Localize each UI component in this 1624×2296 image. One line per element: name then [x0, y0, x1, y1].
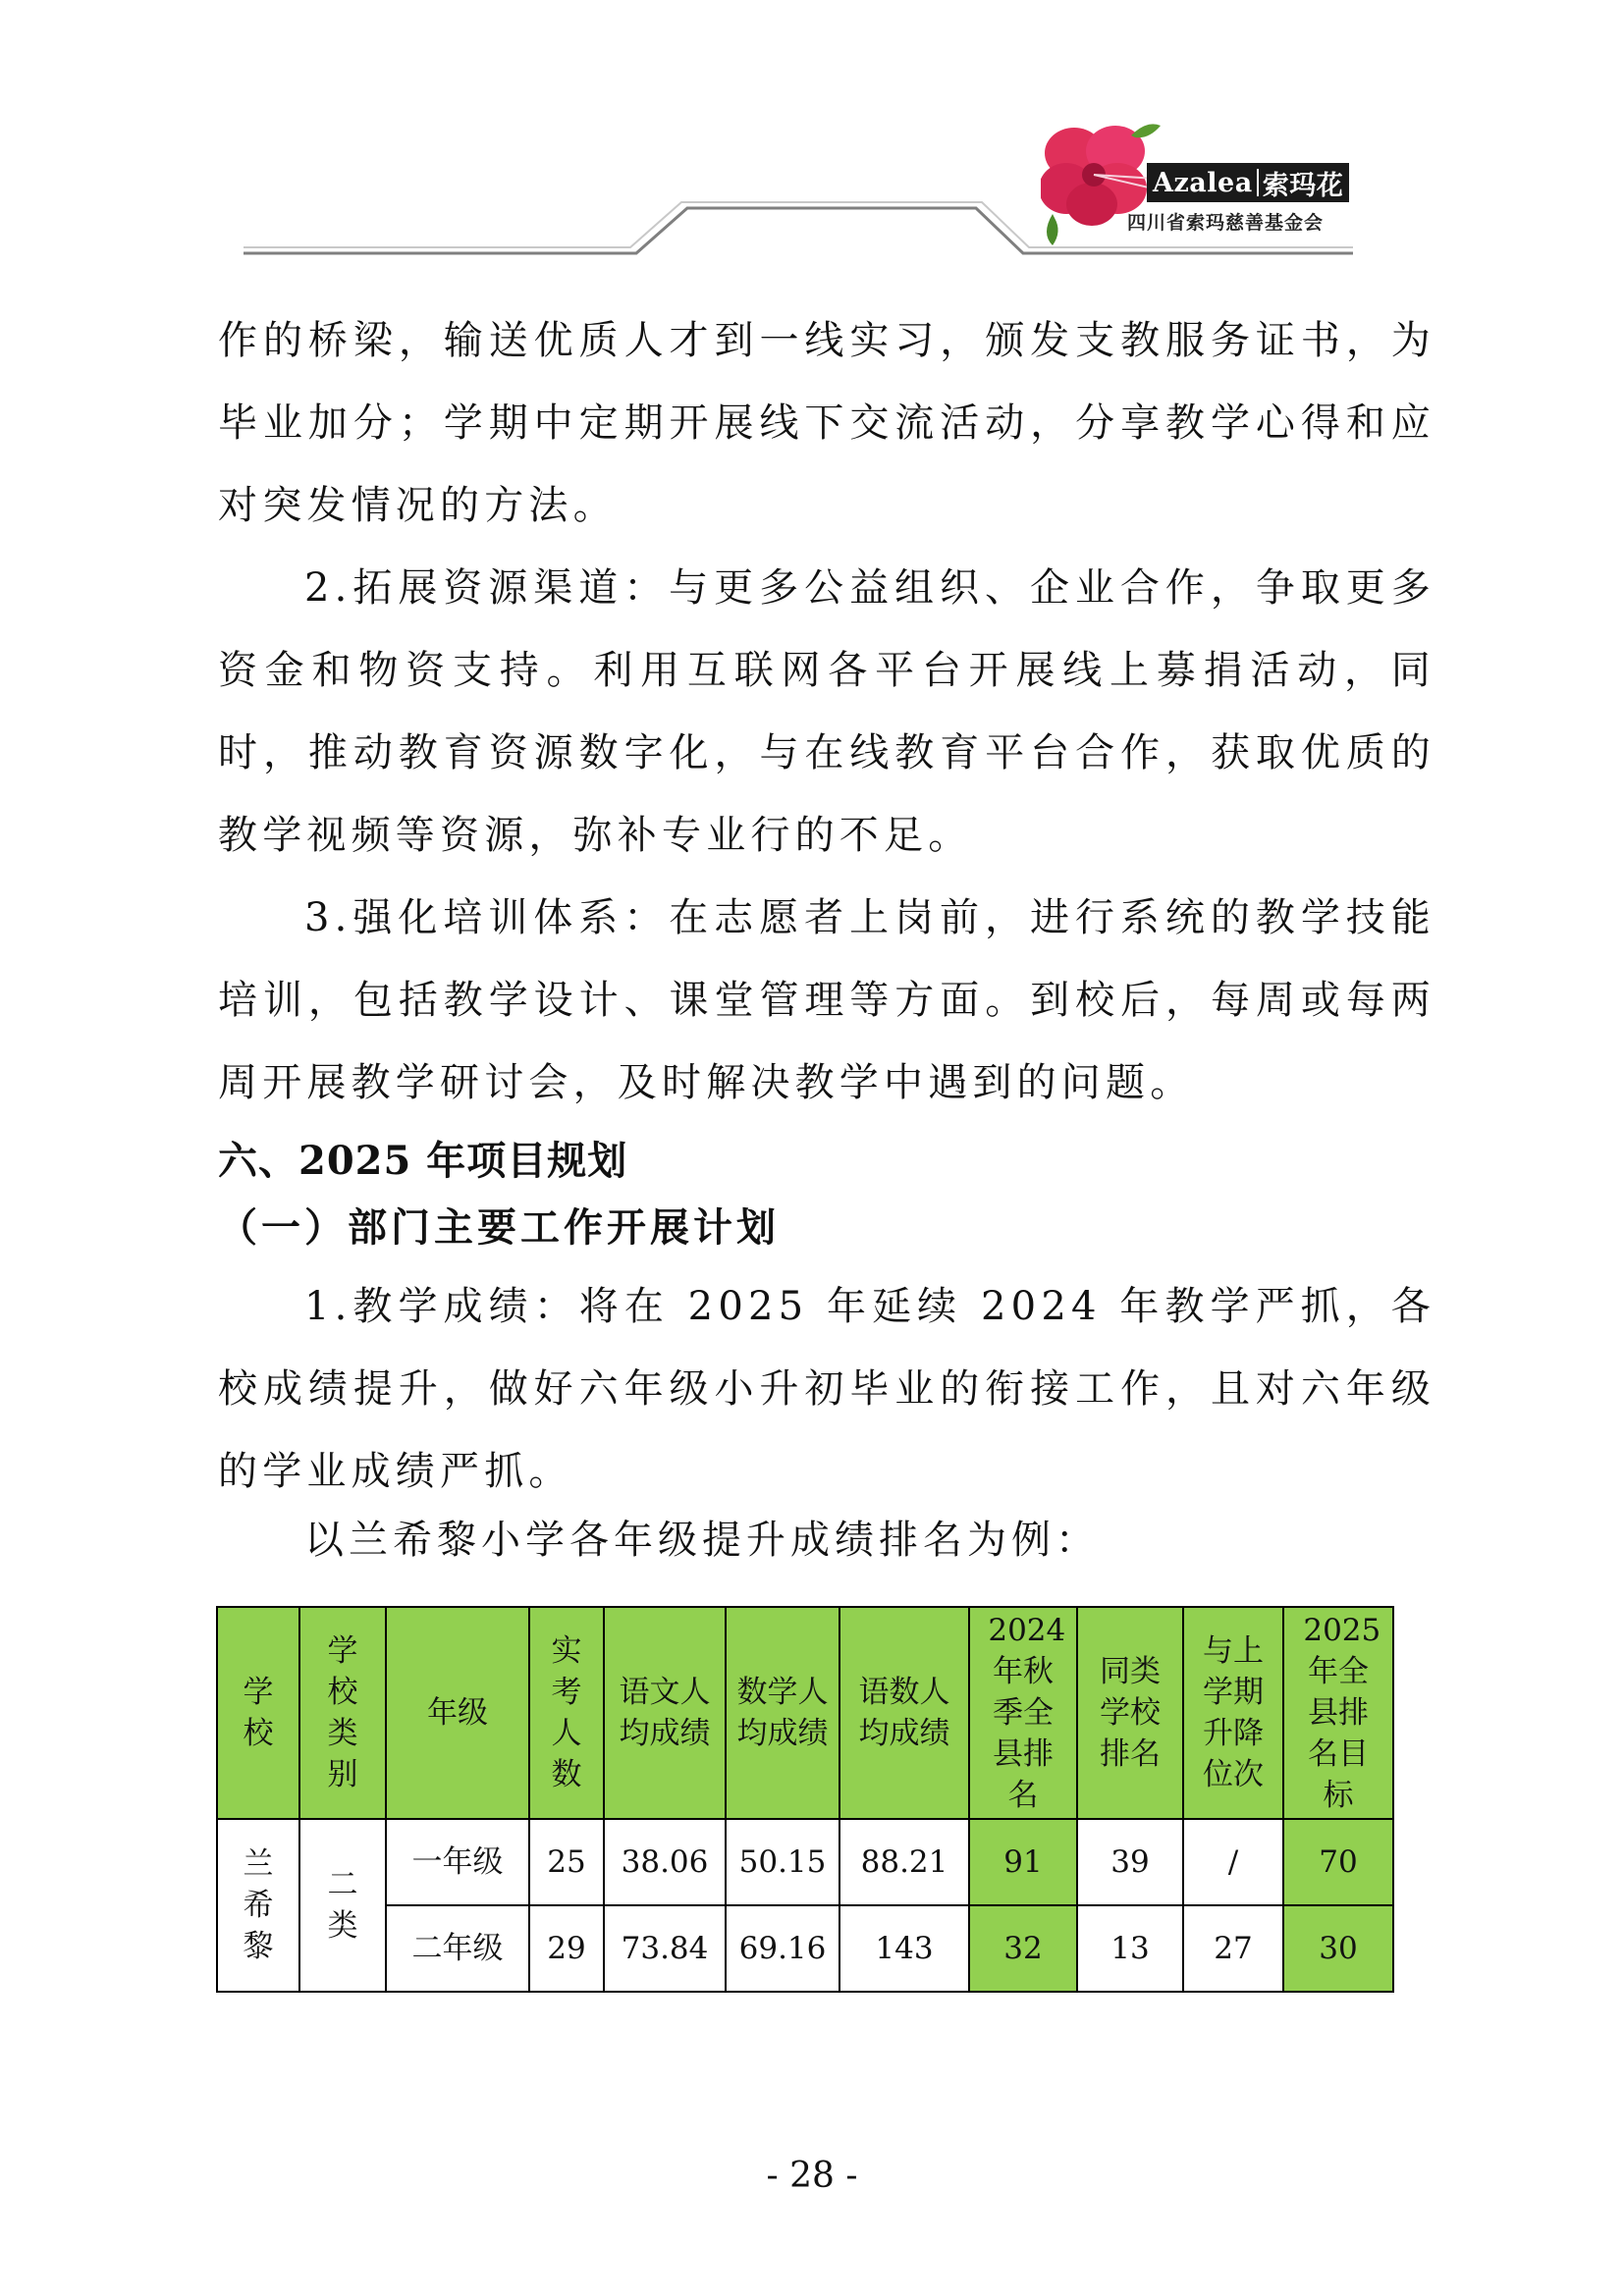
- rank-change-cell: /: [1183, 1819, 1283, 1905]
- header-cell: 同类学校排名: [1077, 1607, 1183, 1819]
- chinese-avg-cell: 38.06: [604, 1819, 726, 1905]
- count-cell: 29: [529, 1905, 604, 1992]
- table-row: [217, 1905, 1393, 1992]
- header-cell: 语文人均成绩: [604, 1607, 726, 1819]
- paragraph-expand-resources: 2.拓展资源渠道：与更多公益组织、企业合作，争取更多资金和物资支持。利用互联网各平台开展线上募捐活动，同时，推动教育资源数字化，与在线教育平台合作，获取优质的教学视频等资源，弥补专业行的不足。: [218, 565, 1435, 858]
- header-divider-line: [0, 0, 1624, 265]
- header-cell: 2025年全县排名目标: [1283, 1607, 1393, 1819]
- county-rank-cell: 32: [969, 1905, 1077, 1992]
- header-cell: 数学人均成绩: [726, 1607, 839, 1819]
- combined-avg-cell: 88.21: [839, 1819, 969, 1905]
- header-cell: 与上学期升降位次: [1183, 1607, 1283, 1819]
- page-number: - 28 -: [766, 2156, 858, 2196]
- category-cell: 二类: [299, 1819, 386, 1992]
- header-cell: 学校类别: [299, 1607, 386, 1819]
- header-cell: 学校: [217, 1607, 299, 1819]
- target-rank-cell: 70: [1283, 1819, 1393, 1905]
- header-cell: 语数人均成绩: [839, 1607, 969, 1819]
- math-avg-cell: 69.16: [726, 1905, 839, 1992]
- section-heading: 六、2025 年项目规划: [218, 1138, 628, 1184]
- count-cell: 25: [529, 1819, 604, 1905]
- subsection-heading: （一）部门主要工作开展计划: [218, 1204, 780, 1251]
- header-cell: 年级: [386, 1607, 529, 1819]
- logo-subtitle: 四川省索玛慈善基金会: [1127, 212, 1325, 234]
- chinese-avg-cell: 73.84: [604, 1905, 726, 1992]
- target-rank-cell: 30: [1283, 1905, 1393, 1992]
- table-caption: 以兰希黎小学各年级提升成绩排名为例：: [304, 1518, 1100, 1563]
- table-row: [217, 1819, 1393, 1905]
- grade-cell: 一年级: [386, 1819, 529, 1905]
- grade-cell: 二年级: [386, 1905, 529, 1992]
- header-cell: 实考人数: [529, 1607, 604, 1819]
- county-rank-cell: 91: [969, 1819, 1077, 1905]
- peer-rank-cell: 13: [1077, 1905, 1183, 1992]
- logo-text-en: Azalea: [1153, 167, 1253, 198]
- grade-ranking-table: [216, 1606, 1394, 1993]
- header-cell: 2024年秋季全县排名: [969, 1607, 1077, 1819]
- school-cell: 兰希黎: [217, 1819, 299, 1992]
- logo-wordmark: [1147, 163, 1349, 202]
- rank-change-cell: 27: [1183, 1905, 1283, 1992]
- combined-avg-cell: 143: [839, 1905, 969, 1992]
- math-avg-cell: 50.15: [726, 1819, 839, 1905]
- paragraph-continuation: 作的桥梁，输送优质人才到一线实习，颁发支教服务证书，为毕业加分；学期中定期开展线下交流活动，分享教学心得和应对突发情况的方法。: [218, 318, 1435, 528]
- paragraph-teaching-results: 1.教学成绩：将在 2025 年延续 2024 年教学严抓，各校成绩提升，做好六年级小升初毕业的衔接工作，且对六年级的学业成绩严抓。: [218, 1284, 1435, 1494]
- logo-text-cn: 索玛花: [1262, 170, 1344, 201]
- document-body: [218, 299, 1435, 1568]
- peer-rank-cell: 39: [1077, 1819, 1183, 1905]
- table-header-row: [217, 1607, 1393, 1819]
- paragraph-training-system: 3.强化培训体系：在志愿者上岗前，进行系统的教学技能培训，包括教学设计、课堂管理等方面。到校后，每周或每两周开展教学研讨会，及时解决教学中遇到的问题。: [218, 895, 1435, 1105]
